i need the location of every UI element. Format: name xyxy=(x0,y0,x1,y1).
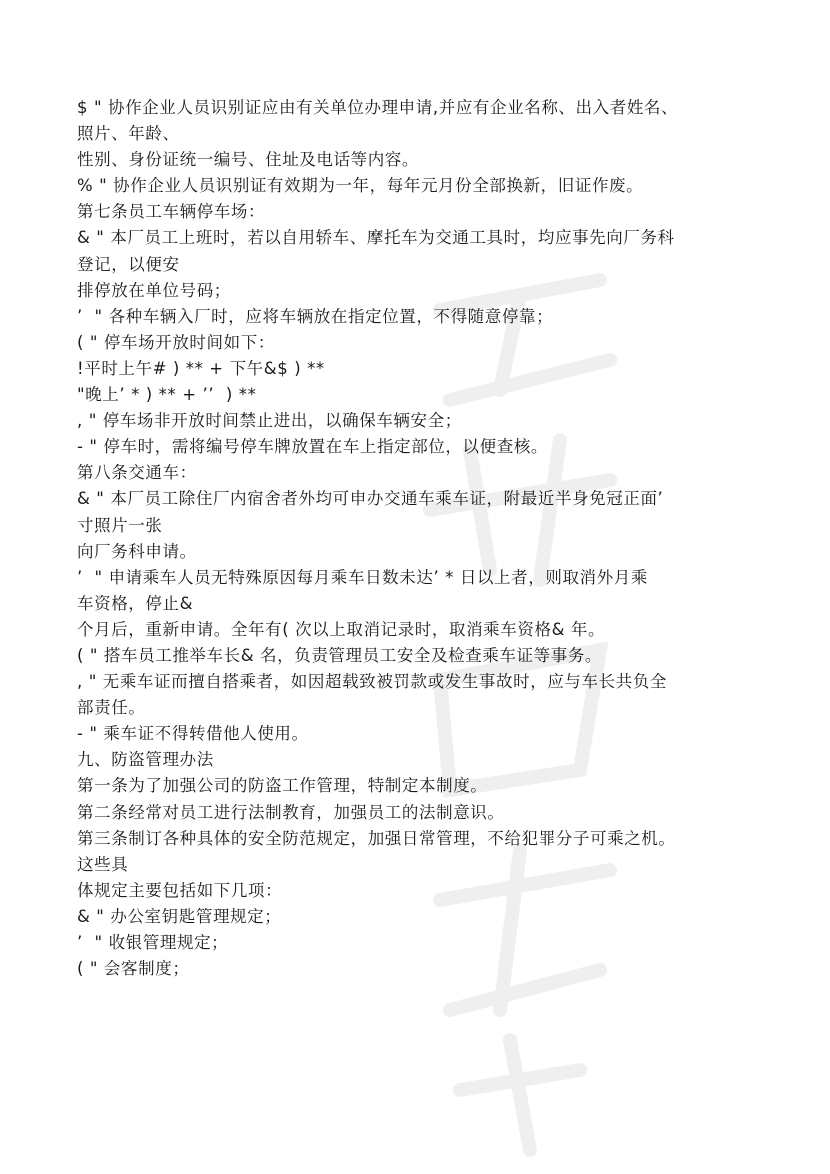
text-line: , " 无乘车证而擅自搭乘者，如因超载致被罚款或发生事故时，应与车长共负全 xyxy=(77,672,668,692)
text-line: ’ " 收银管理规定； xyxy=(77,933,229,952)
text-line: & " 办公室钥匙管理规定； xyxy=(77,906,282,926)
text-line: 部责任。 xyxy=(77,698,146,718)
text-line: 性别、身份证统一编号、住址及电话等内容。 xyxy=(77,150,419,170)
text-line: ( " 停车场开放时间如下： xyxy=(77,332,275,352)
text-line: 第一条为了加强公司的防盗工作管理，特制定本制度。 xyxy=(77,776,488,796)
text-line: 向厂务科申请。 xyxy=(77,541,197,561)
text-line: 寸照片一张 xyxy=(77,515,163,535)
text-line: ’ " 申请乘车人员无特殊原因每月乘车日数未达’ * 日以上者，则取消外月乘 xyxy=(77,567,648,587)
text-line: 登记，以便安 xyxy=(77,254,180,274)
text-line: 体规定主要包括如下几项： xyxy=(77,880,283,900)
document-body xyxy=(77,95,777,982)
text-line: "晚上’ * ) ** + ’’ ) ** xyxy=(77,385,257,405)
text-line: - " 停车时，需将编号停车牌放置在车上指定部位，以便查核。 xyxy=(77,437,549,457)
text-line: & " 本厂员工上班时，若以自用轿车、摩托车为交通工具时，均应事先向厂务科 xyxy=(77,228,675,248)
text-line: ( " 会客制度； xyxy=(77,959,190,979)
text-line: & " 本厂员工除住厂内宿舍者外均可申办交通车乘车证，附最近半身免冠正面’ xyxy=(77,489,664,509)
text-line: ( " 搭车员工推举车长& 名，负责管理员工安全及检查乘车证等事务。 xyxy=(77,645,603,665)
text-line: - " 乘车证不得转借他人使用。 xyxy=(77,724,309,744)
text-line: ’ " 各种车辆入厂时，应将车辆放在指定位置，不得随意停靠； xyxy=(77,306,554,326)
text-line: 第三条制订各种具体的安全防范规定，加强日常管理，不给犯罪分子可乘之机。 xyxy=(77,828,676,848)
text-line: 这些具 xyxy=(77,854,129,874)
text-line: , " 停车场非开放时间禁止进出，以确保车辆安全； xyxy=(77,411,462,431)
text-line: 个月后，重新申请。全年有( 次以上取消记录时，取消乘车资格& 年。 xyxy=(77,619,606,639)
section-heading: 九、防盗管理办法 xyxy=(77,750,214,770)
section-heading: 第八条交通车： xyxy=(77,463,197,483)
text-line: 车资格，停止& xyxy=(77,593,194,613)
text-line: 照片、年龄、 xyxy=(77,124,180,144)
text-line: $ " 协作企业人员识别证应由有关单位办理申请,并应有企业名称、出入者姓名、 xyxy=(77,98,679,117)
text-line: !平时上午# ) ** + 下午&$ ) ** xyxy=(77,358,325,378)
text-line: 排停放在单位号码； xyxy=(77,280,231,300)
text-line: % " 协作企业人员识别证有效期为一年，每年元月份全部换新，旧证作废。 xyxy=(77,176,644,196)
section-heading: 第七条员工车辆停车场： xyxy=(77,202,266,222)
text-line: 第二条经常对员工进行法制教育，加强员工的法制意识。 xyxy=(77,802,505,822)
